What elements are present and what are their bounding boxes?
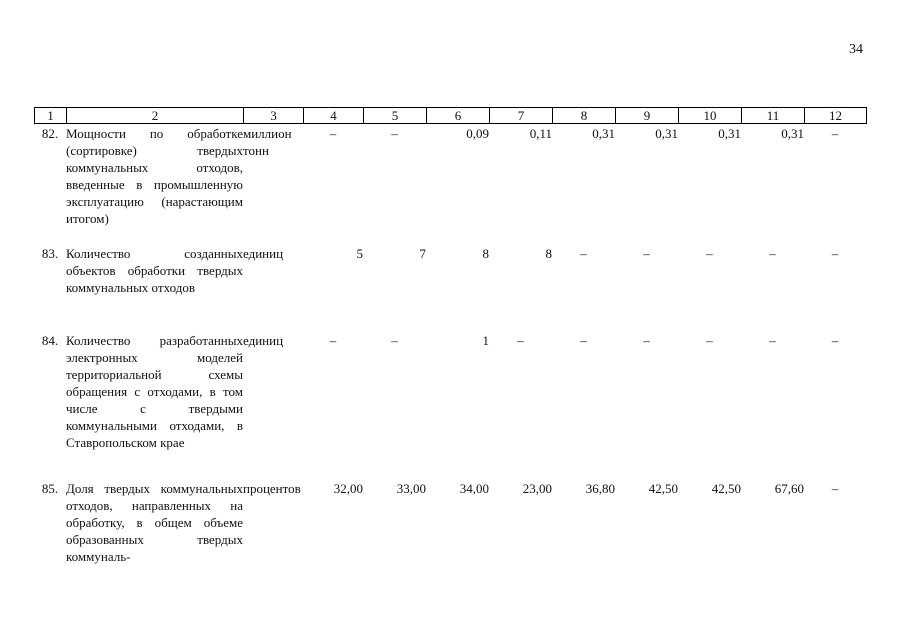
value-cell: – [329, 333, 337, 348]
unit: единиц [243, 246, 284, 261]
header-col-4: 4 [304, 108, 364, 124]
value-cell: 0,31 [655, 126, 678, 141]
value-cell: – [831, 246, 839, 261]
value-cell: 34,00 [459, 481, 489, 496]
value-cell: – [517, 333, 524, 348]
value-cell: – [831, 126, 839, 141]
header-col-11: 11 [742, 108, 805, 124]
table-row [34, 332, 866, 480]
indicator-name: Количество созданных объектов обработки твердых коммунальных отходов [66, 246, 243, 295]
indicator-table [34, 125, 866, 565]
row-number: 82. [41, 126, 59, 141]
value-cell: 0,09 [466, 126, 489, 141]
value-cell: 0,31 [718, 126, 741, 141]
value-cell: 42,50 [648, 481, 678, 496]
row-number: 85. [41, 481, 59, 496]
value-cell: – [643, 246, 650, 261]
value-cell: 0,11 [529, 126, 552, 141]
indicator-name: Мощности по обработке (сортировке) твердых коммунальных отходов, введенные в промышленную эксплуатацию (нарастающим итогом) [66, 126, 243, 226]
header-col-7: 7 [490, 108, 553, 124]
value-cell: 33,00 [396, 481, 426, 496]
value-cell: – [769, 246, 776, 261]
table-header [34, 107, 867, 124]
value-cell: 67,60 [774, 481, 804, 496]
table-row [34, 480, 866, 565]
header-col-5: 5 [364, 108, 427, 124]
table-row [34, 245, 866, 332]
value-cell: 1 [482, 333, 489, 348]
value-cell: – [831, 481, 839, 496]
indicator-name: Доля твердых коммунальных отходов, направленных на обработку, в общем объеме образованных твердых коммуналь- [66, 481, 243, 564]
page-number: 34 [849, 42, 863, 57]
value-cell: 32,00 [333, 481, 363, 496]
table-row [34, 125, 866, 245]
header-col-8: 8 [553, 108, 616, 124]
value-cell: 36,80 [585, 481, 615, 496]
value-cell: 0,31 [592, 126, 615, 141]
value-cell: – [831, 333, 839, 348]
header-col-12: 12 [805, 108, 867, 124]
unit: процентов [243, 481, 301, 496]
value-cell: 42,50 [711, 481, 741, 496]
header-col-1: 1 [35, 108, 67, 124]
row-number: 84. [41, 333, 59, 348]
header-col-9: 9 [616, 108, 679, 124]
value-cell: – [769, 333, 776, 348]
header-col-10: 10 [679, 108, 742, 124]
value-cell: – [391, 126, 398, 141]
row-number: 83. [41, 246, 59, 261]
unit: миллион тонн [243, 126, 292, 158]
value-cell: – [643, 333, 650, 348]
value-cell: 0,31 [781, 126, 804, 141]
value-cell: 5 [356, 246, 363, 261]
value-cell: 8 [482, 246, 489, 261]
value-cell: 7 [419, 246, 426, 261]
value-cell: – [706, 246, 713, 261]
indicator-name: Количество разработанных электронных моделей территориальной схемы обращения с отходами, в том числе с твердыми коммунальными отходами, в Ставропольском крае [66, 333, 243, 450]
header-col-2: 2 [67, 108, 244, 124]
value-cell: 8 [545, 246, 552, 261]
value-cell: – [580, 333, 587, 348]
header-col-6: 6 [427, 108, 490, 124]
header-col-3: 3 [244, 108, 304, 124]
unit: единиц [243, 333, 284, 348]
value-cell: – [706, 333, 713, 348]
value-cell: – [391, 333, 398, 348]
value-cell: – [329, 126, 337, 141]
value-cell: 23,00 [522, 481, 552, 496]
value-cell: – [580, 246, 587, 261]
